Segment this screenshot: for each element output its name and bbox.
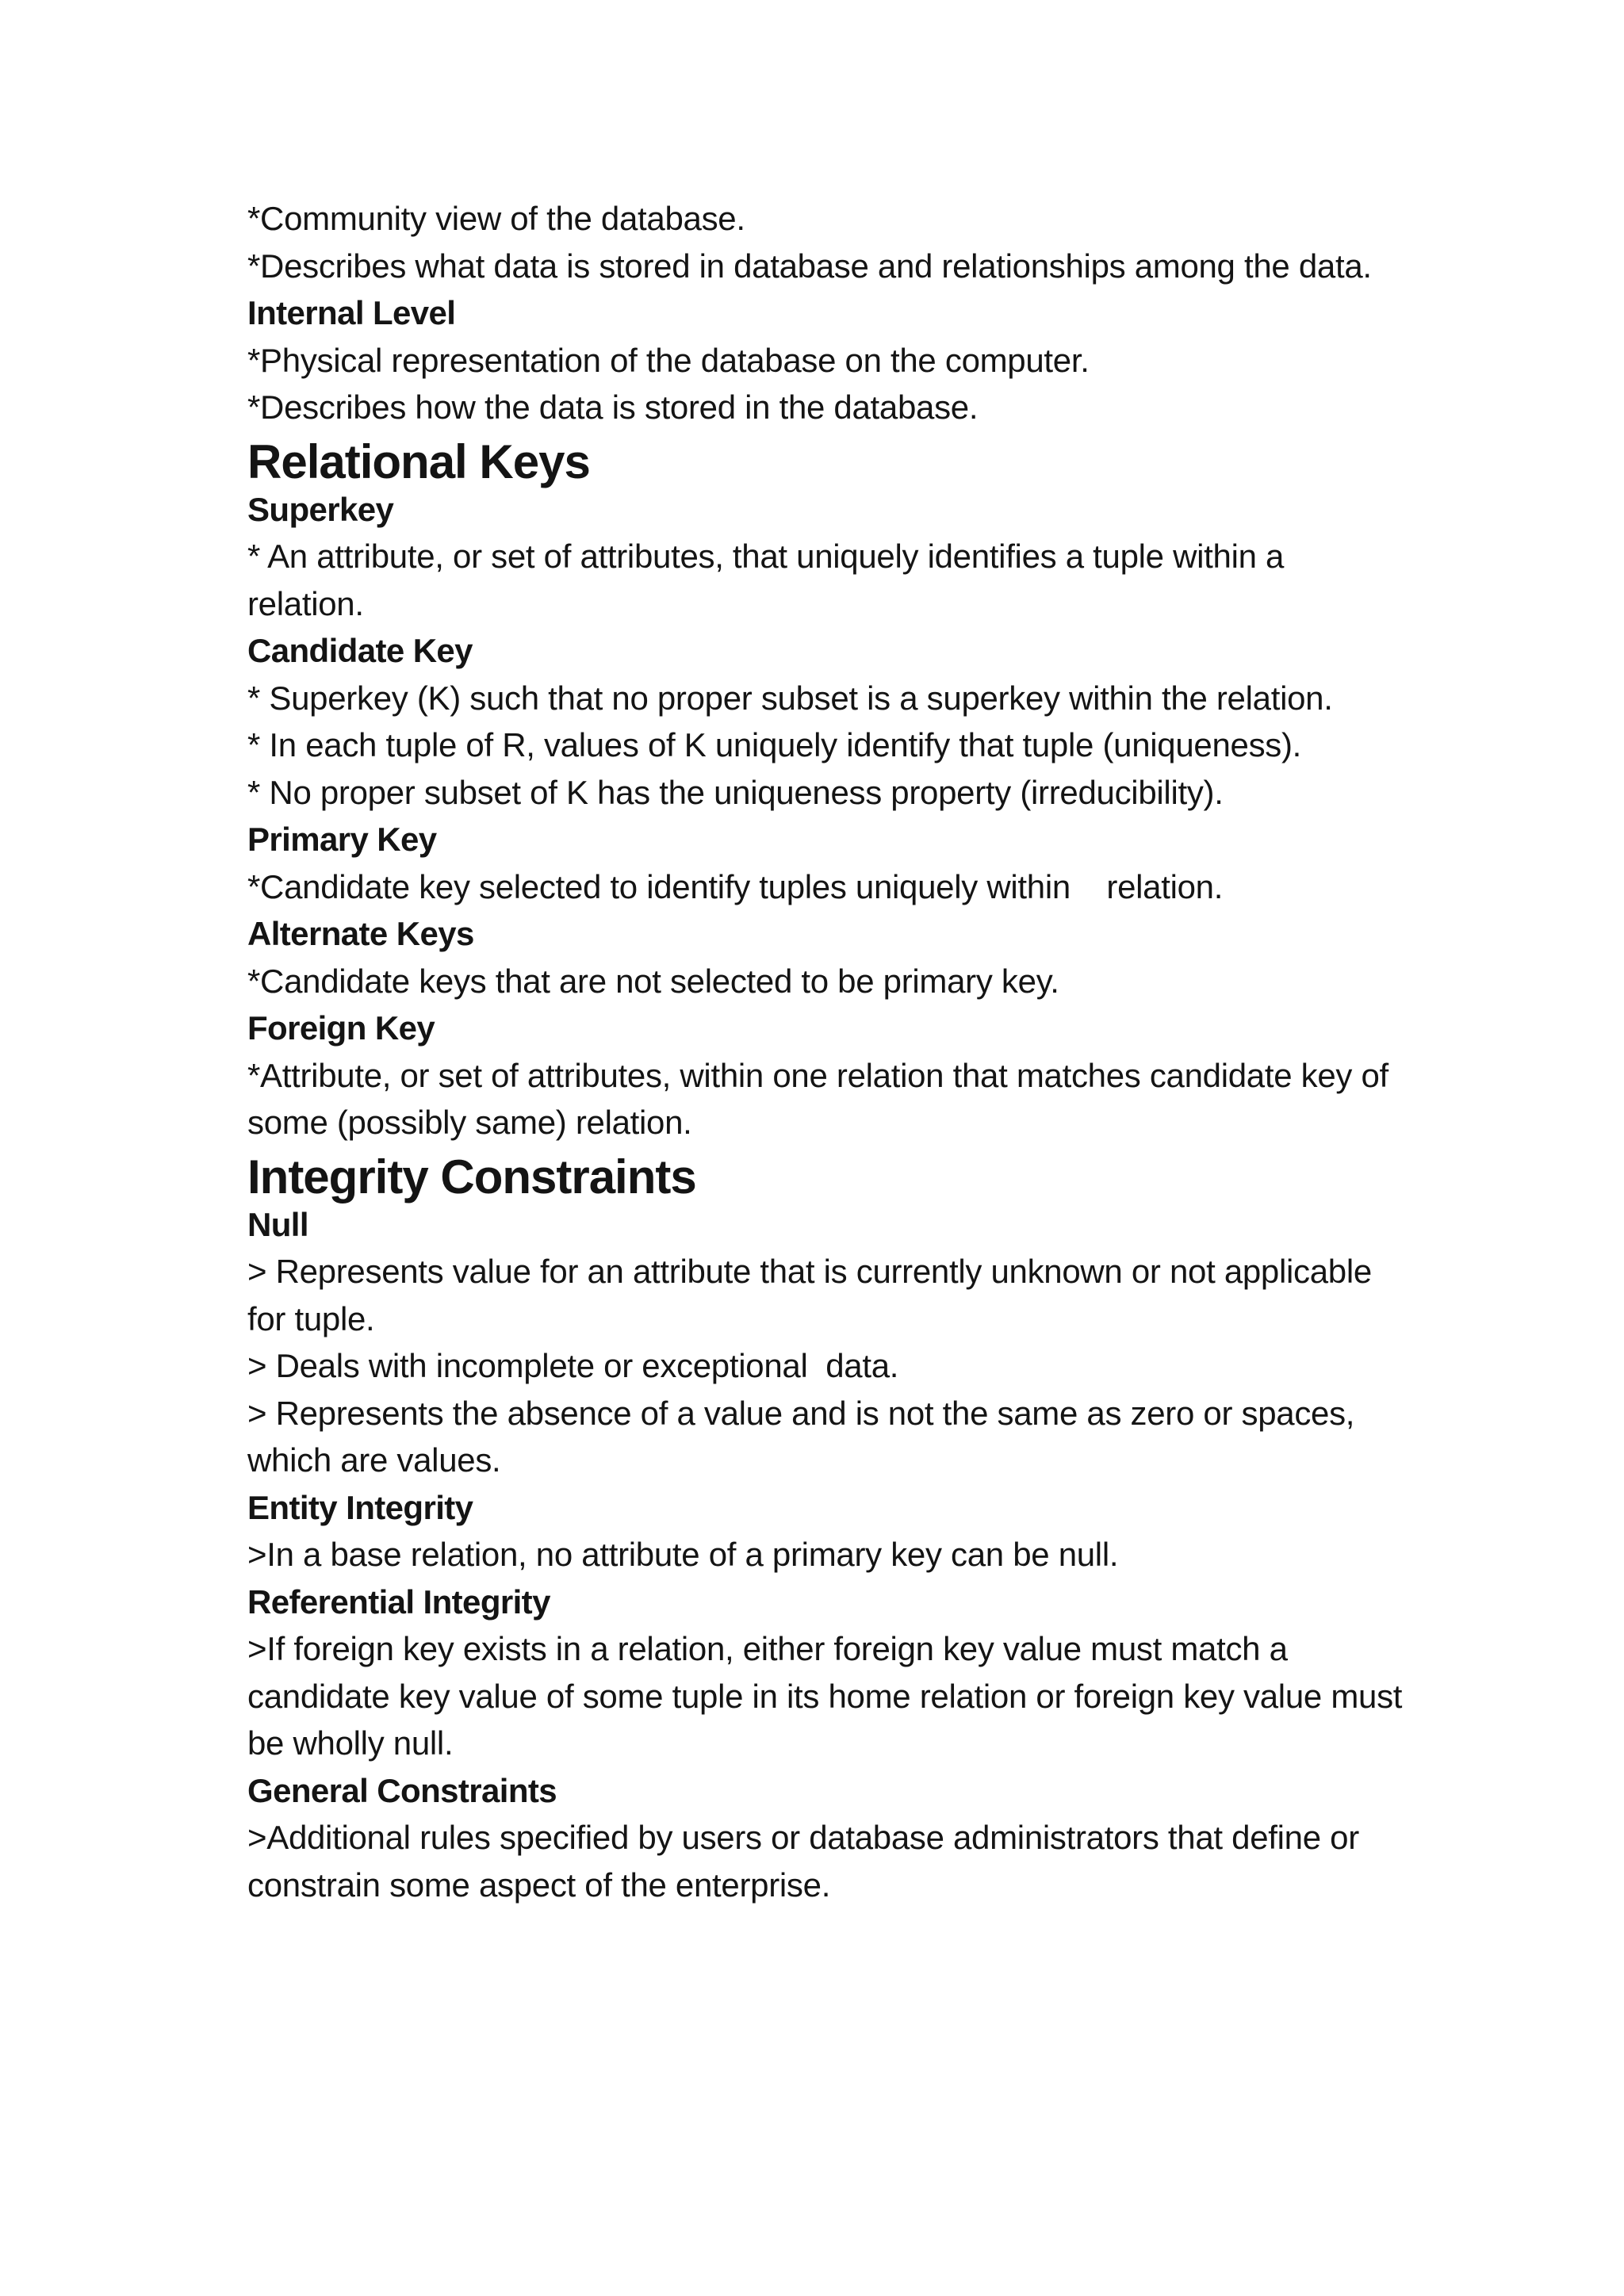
- relational-keys-title: Relational Keys: [247, 434, 590, 488]
- internal-level-line-1: *Physical representation of the database on the computer.: [247, 341, 1090, 379]
- referential-integrity-line-1: >If foreign key exists in a relation, either foreign key value must match a candidate key value of some tuple in its home relation or foreign key value must be wholly null.: [247, 1630, 1403, 1762]
- null-line-1: > Represents value for an attribute that is currently unknown or not applicable for tuple.: [247, 1253, 1372, 1337]
- entity-integrity-line-1: >In a base relation, no attribute of a primary key can be null.: [247, 1536, 1119, 1573]
- null-heading: Null: [247, 1205, 308, 1243]
- internal-level-heading: Internal Level: [247, 294, 456, 331]
- referential-integrity-heading: Referential Integrity: [247, 1582, 550, 1621]
- alternate-keys-line-1: *Candidate keys that are not selected to be primary key.: [247, 962, 1059, 1000]
- integrity-constraints-title: Integrity Constraints: [247, 1150, 696, 1203]
- general-constraints-line-1: >Additional rules specified by users or database administrators that define or constrain some aspect of the enterprise.: [247, 1819, 1359, 1904]
- primary-key-line-1: *Candidate key selected to identify tuples uniquely within relation.: [247, 867, 1224, 905]
- candidate-key-line-3: * No proper subset of K has the uniqueness property (irreducibility).: [247, 773, 1224, 811]
- foreign-key-heading: Foreign Key: [247, 1009, 435, 1047]
- primary-key-heading: Primary Key: [247, 821, 437, 858]
- null-line-3: > Represents the absence of a value and is not the same as zero or spaces, which are values.: [247, 1394, 1355, 1479]
- candidate-key-line-1: * Superkey (K) such that no proper subset is a superkey within the relation.: [247, 679, 1333, 717]
- page-content: [247, 195, 1405, 1908]
- general-constraints-heading: General Constraints: [247, 1771, 557, 1809]
- conceptual-line-2: *Describes what data is stored in database and relationships among the data.: [247, 247, 1372, 285]
- foreign-key-line-1: *Attribute, or set of attributes, within one relation that matches candidate key of some (possibly same) relation.: [247, 1056, 1388, 1141]
- alternate-keys-heading: Alternate Keys: [247, 915, 474, 952]
- superkey-heading: Superkey: [247, 490, 394, 528]
- null-line-2: > Deals with incomplete or exceptional data.: [247, 1347, 899, 1384]
- internal-level-line-2: *Describes how the data is stored in the database.: [247, 388, 979, 426]
- conceptual-line-1: *Community view of the database.: [247, 200, 745, 237]
- superkey-line-1: * An attribute, or set of attributes, that uniquely identifies a tuple within a relation.: [247, 538, 1285, 622]
- candidate-key-heading: Candidate Key: [247, 632, 473, 669]
- entity-integrity-heading: Entity Integrity: [247, 1488, 473, 1526]
- candidate-key-line-2: * In each tuple of R, values of K uniquely identify that tuple (uniqueness).: [247, 726, 1302, 763]
